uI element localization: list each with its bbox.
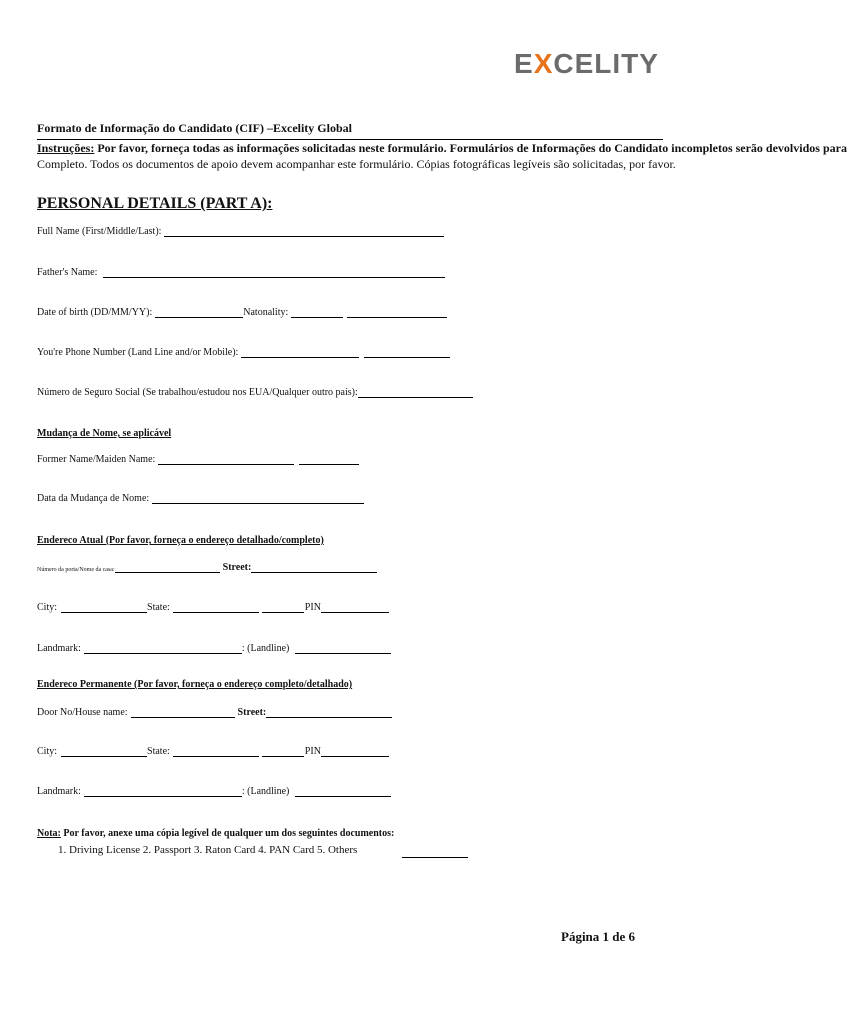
page-number: Página 1 de 6 — [561, 929, 636, 944]
permanent-street-label: Street: — [237, 707, 267, 718]
father-name-field[interactable] — [103, 267, 445, 278]
section-title: PERSONAL DETAILS (PART A): — [37, 195, 273, 212]
documents-note: Nota: Por favor, anexe uma cópia legível de qualquer um dos seguintes documentos: — [37, 828, 395, 839]
documents-field[interactable] — [402, 846, 468, 858]
current-pin-label: PIN — [304, 602, 321, 613]
father-name-row — [37, 267, 445, 278]
permanent-city-row — [37, 746, 389, 757]
former-name-field[interactable] — [158, 454, 294, 465]
dob-label: Date of birth (DD/MM/YY): — [37, 307, 153, 318]
permanent-pin-label: PIN — [304, 746, 321, 757]
current-city-label: City: — [37, 602, 58, 613]
current-landmark-row — [37, 643, 391, 654]
document-title: Formato de Informação do Candidato (CIF) –Excelity Global — [37, 121, 352, 135]
permanent-landmark-row — [37, 786, 391, 797]
current-state-field-2[interactable] — [262, 602, 304, 613]
nationality-label: Natonality: — [243, 307, 289, 318]
permanent-landmark-field[interactable] — [84, 786, 242, 797]
full-name-label: Full Name (First/Middle/Last): — [37, 226, 162, 237]
current-city-field[interactable] — [61, 602, 147, 613]
current-landline-label: : (Landline) — [241, 643, 290, 654]
permanent-door-row — [37, 707, 392, 718]
current-city-row — [37, 602, 389, 613]
current-door-label: Número da porta/Nome da casa: — [37, 567, 115, 573]
permanent-city-label: City: — [37, 746, 58, 757]
full-name-field[interactable] — [164, 226, 444, 237]
name-change-date-label: Data da Mudança de Nome: — [37, 493, 150, 504]
current-state-field[interactable] — [173, 602, 259, 613]
permanent-landline-field[interactable] — [295, 786, 391, 797]
current-street-label: Street: — [222, 562, 252, 573]
nationality-field[interactable] — [291, 307, 343, 318]
current-landline-field[interactable] — [295, 643, 391, 654]
company-logo: EXCELITY — [514, 48, 659, 79]
permanent-door-label: Door No/House name: — [37, 707, 128, 718]
permanent-state-field-2[interactable] — [262, 746, 304, 757]
title-divider — [37, 139, 663, 140]
documents-list: 1. Driving License 2. Passport 3. Raton Card 4. PAN Card 5. Others — [58, 844, 358, 856]
father-name-label: Father's Name: — [37, 267, 98, 278]
current-pin-field[interactable] — [321, 602, 389, 613]
instructions-line2: Completo. Todos os documentos de apoio devem acompanhar este formulário. Cópias fotográficas legíveis são solicitadas, por favor. — [37, 157, 676, 171]
permanent-landmark-label: Landmark: — [37, 786, 81, 797]
instructions: Instruções: Por favor, forneça todas as informações solicitadas neste formulário. Formulários de Informações do Candidato incompletos serão devolvidos para — [37, 141, 847, 155]
permanent-state-label: State: — [147, 746, 170, 757]
current-landmark-field[interactable] — [84, 643, 242, 654]
permanent-state-field[interactable] — [173, 746, 259, 757]
permanent-pin-field[interactable] — [321, 746, 389, 757]
current-state-label: State: — [147, 602, 170, 613]
ssn-row — [37, 387, 473, 398]
former-name-field-2[interactable] — [299, 454, 359, 465]
permanent-city-field[interactable] — [61, 746, 147, 757]
name-change-date-row — [37, 493, 364, 504]
permanent-address-heading: Endereco Permanente (Por favor, forneça o endereço completo/detalhado) — [37, 679, 353, 690]
nationality-field-2[interactable] — [347, 307, 447, 318]
current-address-heading: Endereco Atual (Por favor, forneça o endereço detalhado/completo) — [37, 535, 324, 546]
former-name-row — [37, 454, 359, 465]
current-street-field[interactable] — [251, 562, 377, 573]
phone-field[interactable] — [241, 347, 359, 358]
phone-row — [37, 347, 450, 358]
current-landmark-label: Landmark: — [37, 643, 81, 654]
former-name-label: Former Name/Maiden Name: — [37, 454, 156, 465]
current-door-row — [37, 562, 377, 573]
permanent-door-field[interactable] — [131, 707, 235, 718]
permanent-landline-label: : (Landline) — [241, 786, 290, 797]
name-change-date-field[interactable] — [152, 493, 364, 504]
permanent-street-field[interactable] — [266, 707, 392, 718]
full-name-row — [37, 226, 444, 237]
current-door-field[interactable] — [115, 562, 220, 573]
dob-field[interactable] — [155, 307, 243, 318]
phone-label: You're Phone Number (Land Line and/or Mobile): — [37, 347, 239, 358]
dob-row — [37, 307, 447, 318]
ssn-label: Número de Seguro Social (Se trabalhou/estudou nos EUA/Qualquer outro país): — [37, 387, 358, 398]
phone-field-2[interactable] — [364, 347, 450, 358]
ssn-field[interactable] — [358, 387, 473, 398]
name-change-heading: Mudança de Nome, se aplicável — [37, 428, 172, 439]
